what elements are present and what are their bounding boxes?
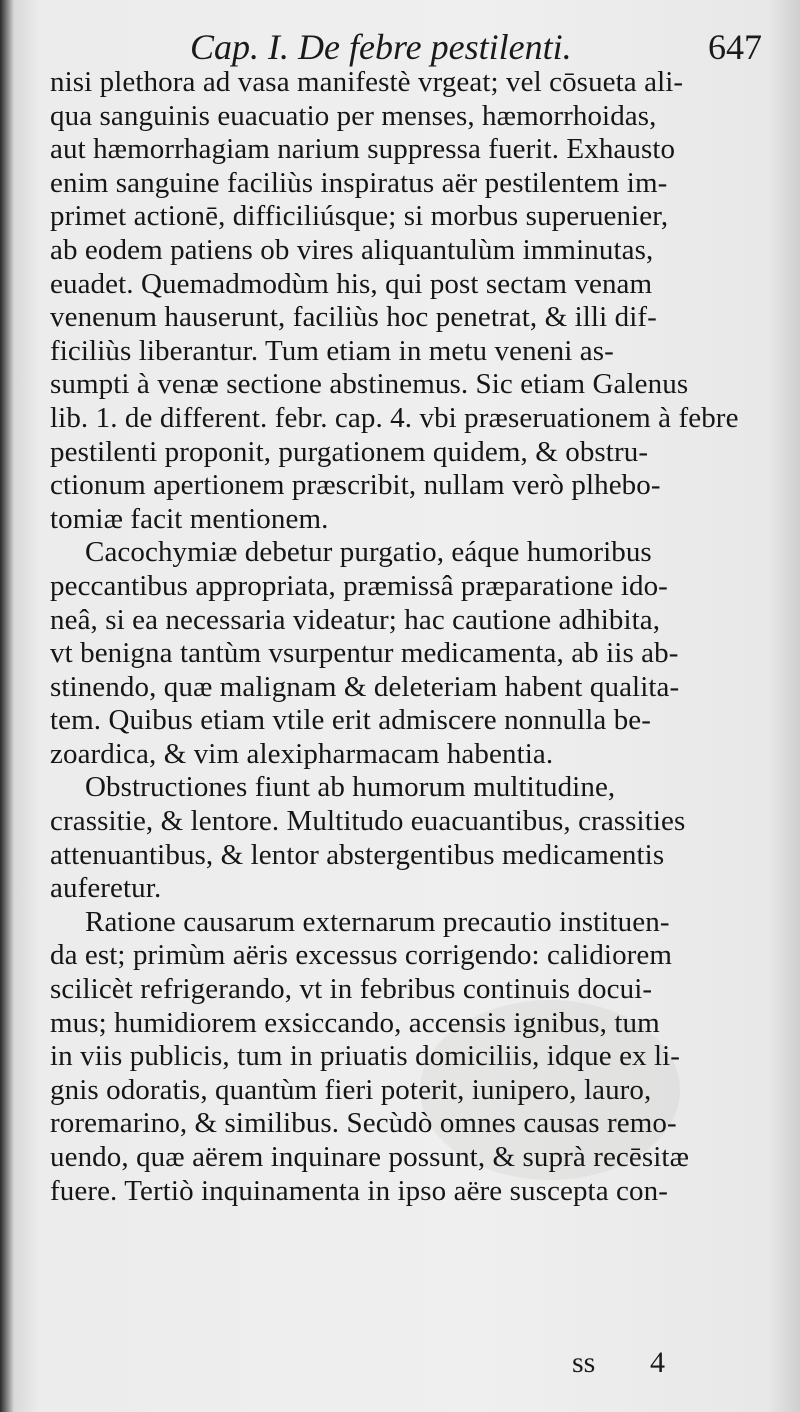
text-line: aut hæmorrhagiam narium suppressa fuerit. Exhausto: [50, 133, 676, 166]
text-line: ab eodem patiens ob vires aliquantulùm imminutas,: [50, 233, 654, 266]
text-line: zoardica, & vim alexipharmacam habentia.: [50, 737, 554, 770]
text-line: qua sanguinis euacuatio per menses, hæmorrhoidas,: [50, 99, 657, 132]
text-line: nisi plethora ad vasa manifestè vrgeat; vel cōsueta ali-: [50, 66, 684, 98]
text-line: da est; primùm aëris excessus corrigendo: calidiorem: [50, 939, 673, 972]
text-line: mus; humidiorem exsiccando, accensis ignibus, tum: [50, 1006, 660, 1039]
text-line: vt benigna tantùm vsurpentur medicamenta, ab iis ab-: [50, 637, 679, 670]
text-line: fuere. Tertiò inquinamenta in ipso aëre suscepta con-: [50, 1174, 668, 1207]
text-line: stinendo, quæ malignam & deleteriam habent qualita-: [50, 670, 680, 703]
text-line: attenuantibus, & lentor abstergentibus medicamentis: [50, 838, 665, 871]
text-line: scilicèt refrigerando, vt in febribus continuis docui-: [50, 973, 653, 1006]
signature-mark: ss: [572, 1346, 596, 1379]
text-line: in viis publicis, tum in priuatis domiciliis, idque ex li-: [50, 1040, 681, 1073]
text-line: lib. 1. de different. febr. cap. 4. vbi præseruationem à febre: [50, 401, 739, 434]
text-line: euadet. Quemadmodùm his, qui post sectam venam: [50, 267, 653, 300]
text-line: ficiliùs liberantur. Tum etiam in metu veneni as-: [50, 334, 614, 367]
text-line: Obstructiones fiunt ab humorum multitudine,: [85, 771, 616, 804]
text-line: tem. Quibus etiam vtile erit admiscere nonnulla be-: [50, 704, 652, 737]
page-header: [0, 20, 800, 70]
text-line: Cacochymiæ debetur purgatio, eáque humoribus: [85, 536, 652, 569]
text-line: venenum hauserunt, faciliùs hoc penetrat, & illi dif-: [50, 301, 657, 334]
text-line: auferetur.: [50, 872, 162, 905]
text-line: tomiæ facit mentionem.: [50, 502, 329, 535]
text-line: peccantibus appropriata, præmissâ præparatione ido-: [50, 569, 668, 602]
catchword: 4: [650, 1346, 665, 1379]
text-line: sumpti à venæ sectione abstinemus. Sic etiam Galenus: [50, 368, 689, 401]
text-line: roremarino, & similibus. Secùdò omnes causas remo-: [50, 1107, 677, 1140]
text-line: pestilenti proponit, purgationem quidem, & obstru-: [50, 435, 649, 468]
text-line: ctionum apertionem præscribit, nullam verò plhebo-: [50, 469, 661, 502]
body-text: [50, 66, 770, 1208]
page-number: 647: [708, 27, 762, 67]
running-head: Cap. I. De febre pestilenti.: [190, 27, 572, 67]
text-line: crassitie, & lentore. Multitudo euacuantibus, crassities: [50, 805, 686, 838]
text-line: primet actionē, difficiliúsque; si morbus superuenier,: [50, 200, 669, 233]
text-line: enim sanguine faciliùs inspiratus aër pestilentem im-: [50, 166, 668, 199]
text-line: uendo, quæ aërem inquinare possunt, & suprà recēsitæ: [50, 1141, 690, 1173]
page-footer: [0, 1346, 800, 1386]
text-line: neâ, si ea necessaria videatur; hac cautione adhibita,: [50, 603, 661, 636]
text-line: Ratione causarum externarum precautio instituen-: [85, 905, 670, 938]
text-line: gnis odoratis, quantùm fieri poterit, iunipero, lauro,: [50, 1073, 652, 1106]
